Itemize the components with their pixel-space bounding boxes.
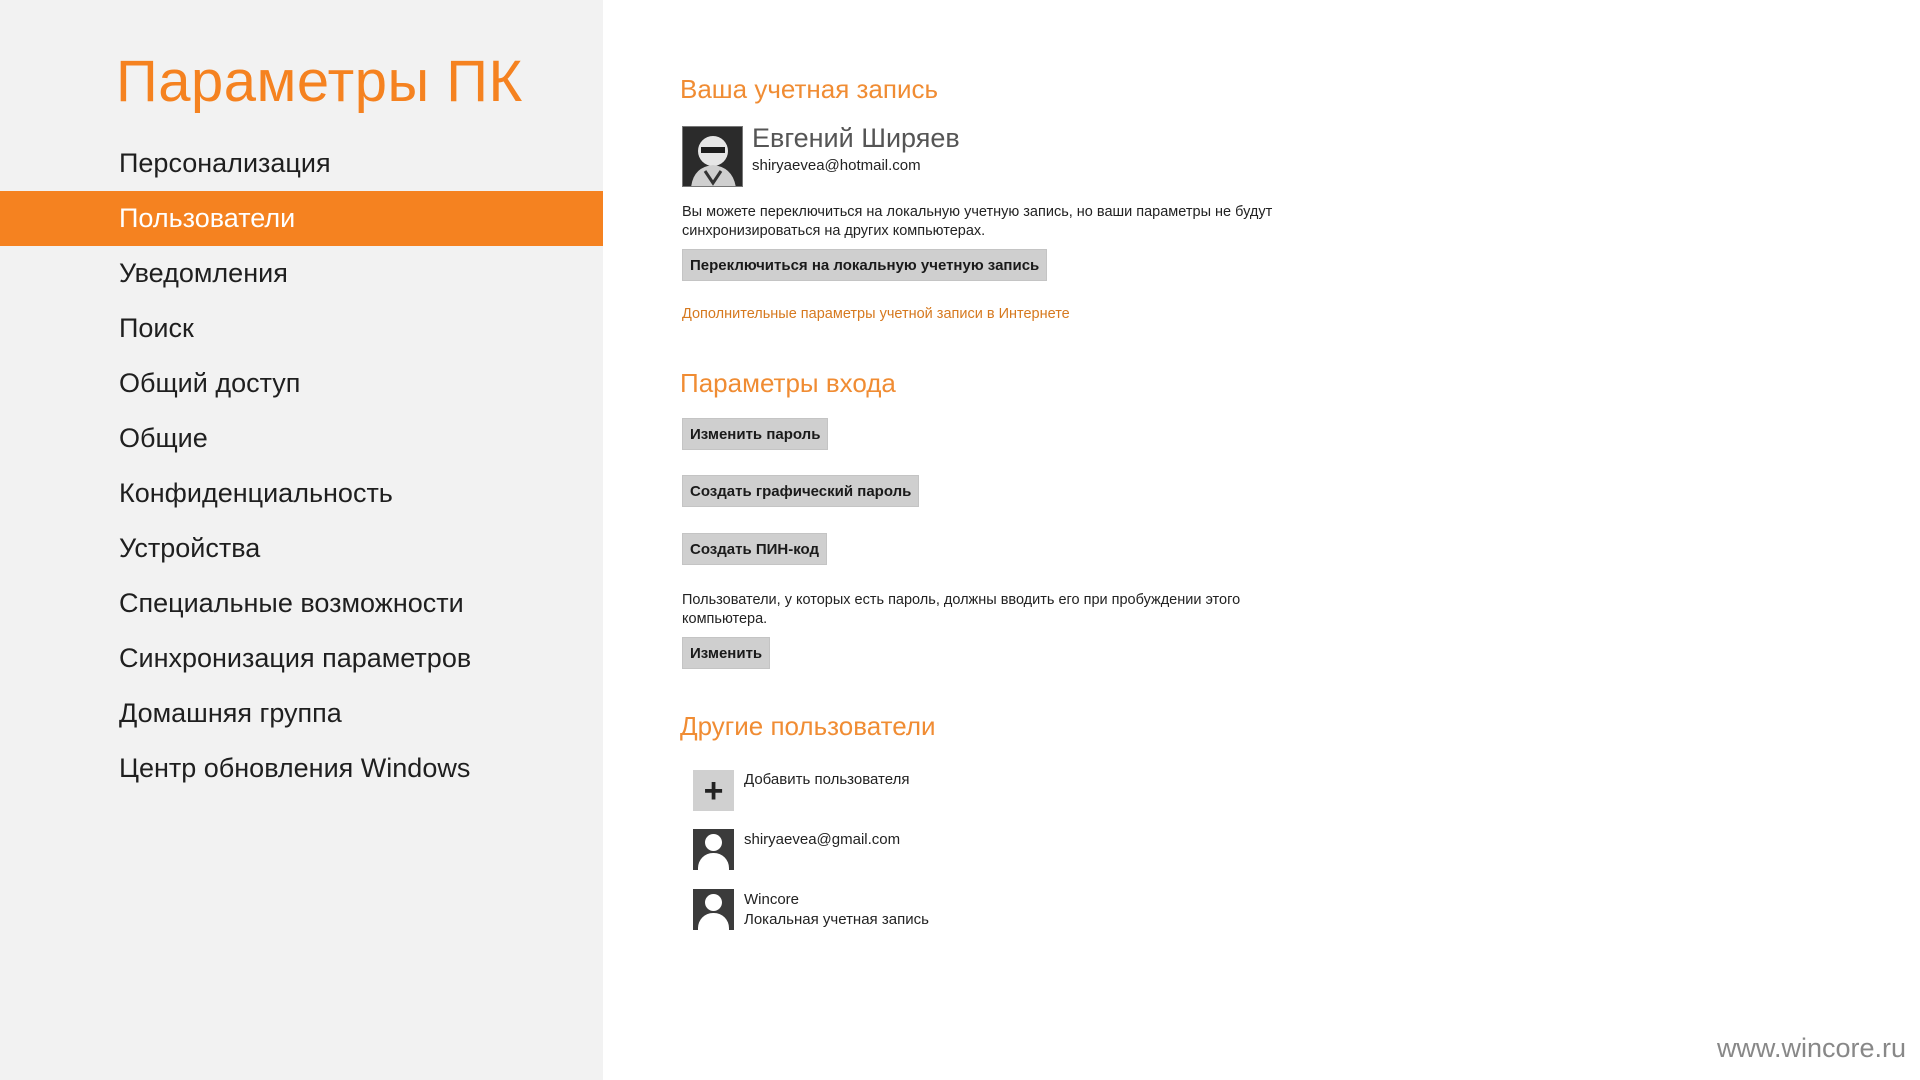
- sidebar-item-accessibility[interactable]: Специальные возможности: [119, 588, 464, 618]
- switch-to-local-button[interactable]: Переключиться на локальную учетную запись: [682, 249, 1047, 281]
- app-title: Параметры ПК: [116, 49, 523, 114]
- add-user-label: Добавить пользователя: [744, 771, 910, 788]
- sidebar-item-windows-update[interactable]: Центр обновления Windows: [119, 753, 471, 783]
- create-pin-button[interactable]: Создать ПИН-код: [682, 533, 827, 565]
- add-user-button[interactable]: [693, 770, 909, 811]
- sidebar-item-sharing[interactable]: Общий доступ: [119, 368, 301, 398]
- plus-icon: +: [693, 770, 734, 811]
- account-card: [682, 123, 960, 187]
- watermark: www.wincore.ru: [1716, 1033, 1906, 1063]
- list-item[interactable]: [693, 829, 900, 870]
- main-content: [680, 0, 1880, 1080]
- other-users-section-title: Другие пользователи: [680, 711, 936, 741]
- sidebar: [0, 0, 603, 1080]
- user-name: shiryaevea@gmail.com: [744, 831, 901, 848]
- create-picture-password-button[interactable]: Создать графический пароль: [682, 475, 919, 507]
- wake-password-description: Пользователи, у которых есть пароль, должны вводить его при пробуждении этого компьютера.: [682, 592, 1241, 627]
- sidebar-item-users[interactable]: Пользователи: [0, 191, 603, 246]
- sidebar-item-notifications[interactable]: Уведомления: [119, 258, 288, 288]
- switch-account-description: Вы можете переключиться на локальную учетную запись, но ваши параметры не будут синхронизироваться на других компьютерах.: [682, 204, 1273, 239]
- sidebar-item-personalization[interactable]: Персонализация: [119, 148, 331, 178]
- user-name: Wincore: [744, 891, 800, 908]
- sidebar-item-sync[interactable]: Синхронизация параметров: [119, 643, 472, 673]
- sidebar-nav: [0, 136, 603, 796]
- account-email: shiryaevea@hotmail.com: [752, 157, 921, 174]
- sidebar-item-homegroup[interactable]: Домашняя группа: [119, 698, 342, 728]
- account-avatar[interactable]: [682, 126, 743, 187]
- change-password-button[interactable]: Изменить пароль: [682, 418, 828, 450]
- user-icon: [693, 889, 734, 930]
- sidebar-item-general[interactable]: Общие: [119, 423, 208, 453]
- sidebar-item-privacy[interactable]: Конфиденциальность: [119, 478, 393, 508]
- user-account-type: Локальная учетная запись: [744, 911, 929, 928]
- more-account-settings-link[interactable]: Дополнительные параметры учетной записи в Интернете: [682, 306, 1070, 322]
- account-name: Евгений Ширяев: [752, 123, 960, 153]
- signin-section-title: Параметры входа: [680, 368, 896, 398]
- user-icon: [693, 829, 734, 870]
- avatar-image-icon: [683, 127, 743, 187]
- list-item[interactable]: [693, 889, 929, 930]
- sidebar-item-search[interactable]: Поиск: [119, 313, 194, 343]
- sidebar-item-devices[interactable]: Устройства: [119, 533, 261, 563]
- account-section-title: Ваша учетная запись: [680, 74, 939, 104]
- change-wake-policy-button[interactable]: Изменить: [682, 637, 770, 669]
